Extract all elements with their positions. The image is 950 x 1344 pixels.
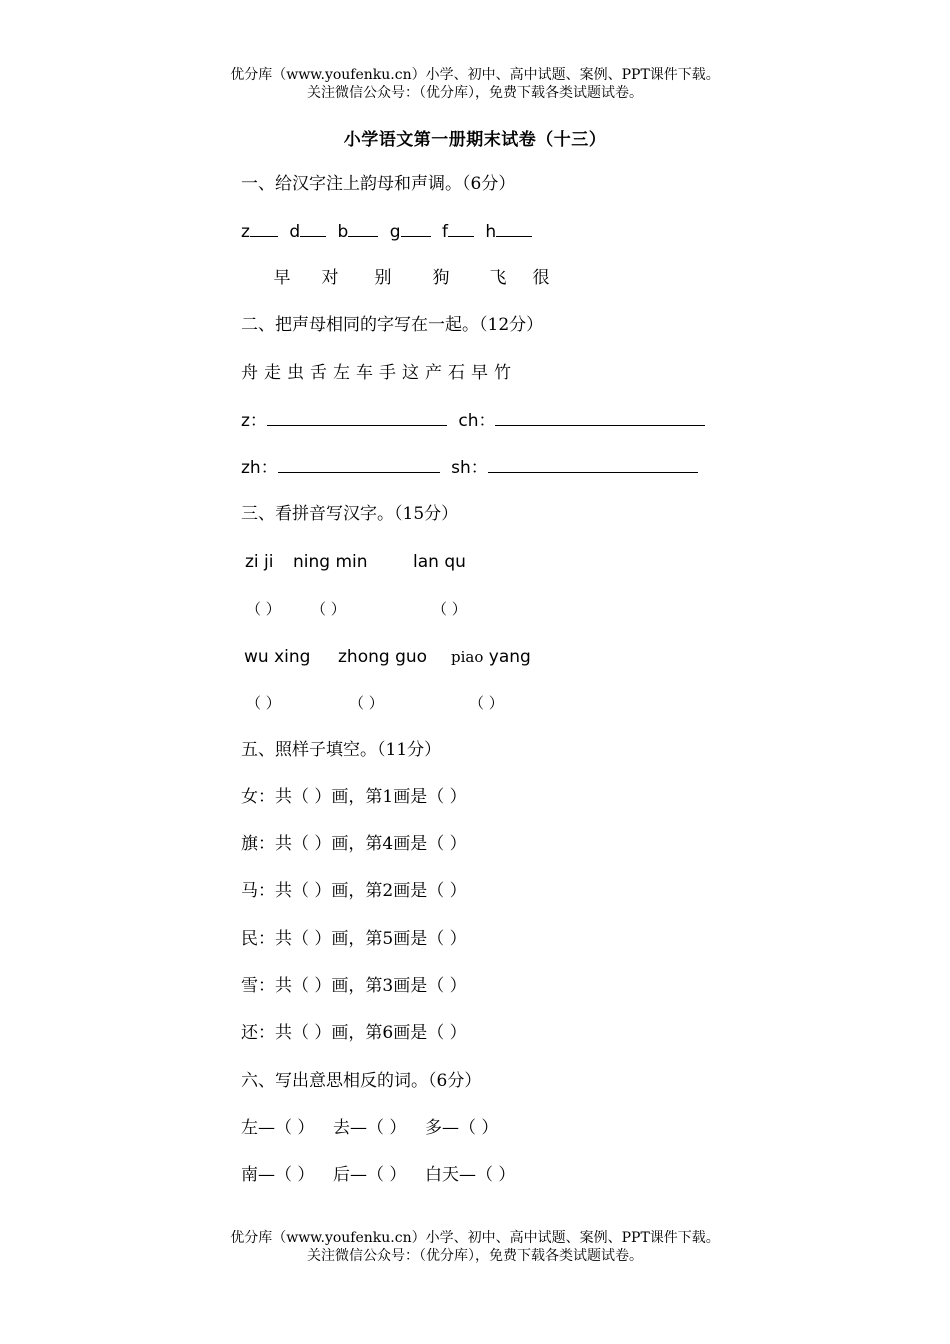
answer-blank-ch[interactable]	[495, 409, 705, 426]
header-line-1: 优分库（www.youfenku.cn）小学、初中、高中试题、案例、PPT课件下载。	[230, 67, 720, 83]
q3-pinyin-2: ning min	[293, 552, 368, 572]
q2-z-ch-row	[241, 409, 711, 432]
q2-char: 车	[356, 363, 373, 383]
answer-blank-sh[interactable]	[488, 456, 698, 473]
q2-char: 石	[448, 363, 465, 383]
answer-blank[interactable]	[300, 220, 326, 237]
label-ch: ch：	[458, 411, 496, 431]
q1-initial: z	[241, 222, 250, 242]
q2-zh-sh-row	[241, 456, 704, 479]
q5-row: 还：共（ ）画，第6画是（ ）	[241, 1023, 467, 1043]
q5-row: 女：共（ ）画，第1画是（ ）	[241, 787, 467, 807]
answer-blank[interactable]	[401, 220, 431, 237]
q3-pinyin-5: zhong guo	[338, 647, 428, 667]
footer-line-1: 优分库（www.youfenku.cn）小学、初中、高中试题、案例、PPT课件下载。	[230, 1230, 720, 1246]
answer-blank[interactable]	[348, 220, 378, 237]
q5-row: 雪：共（ ）画，第3画是（ ）	[241, 976, 467, 996]
q2-char: 这	[402, 363, 419, 383]
answer-paren[interactable]: （ ）	[311, 600, 346, 618]
q2-heading: 二、把声母相同的字写在一起。（12分）	[241, 315, 544, 335]
q5-heading: 五、照样子填空。（11分）	[241, 740, 442, 760]
q1-initial: g	[389, 222, 401, 242]
q3-pinyin-1: zi ji	[245, 552, 274, 572]
q2-chars-row	[241, 362, 517, 384]
answer-blank-z[interactable]	[267, 409, 447, 426]
q6-pair: 多—（ ）	[425, 1118, 499, 1138]
label-sh: sh：	[451, 458, 488, 478]
q6-pair: 南—（ ）	[241, 1165, 315, 1185]
q2-char: 早	[471, 363, 488, 383]
q1-char: 很	[532, 268, 550, 288]
answer-paren[interactable]: （ ）	[246, 694, 281, 712]
q3-pinyin-6a: piao	[451, 648, 484, 666]
q3-pinyin-6b: yang	[488, 647, 531, 667]
q6-pair: 左—（ ）	[241, 1118, 315, 1138]
q1-char: 飞	[489, 268, 507, 288]
q1-initial: d	[289, 222, 301, 242]
answer-paren[interactable]: （ ）	[349, 694, 384, 712]
q3-pinyin-4: wu xing	[244, 647, 311, 667]
q2-char: 竹	[494, 363, 511, 383]
q5-row: 民：共（ ）画，第5画是（ ）	[241, 929, 467, 949]
page-footer	[0, 1229, 950, 1265]
q6-pair: 白天—（ ）	[425, 1165, 516, 1185]
answer-paren[interactable]: （ ）	[246, 600, 281, 618]
q5-row: 马：共（ ）画，第2画是（ ）	[241, 881, 467, 901]
answer-blank-zh[interactable]	[278, 456, 440, 473]
q6-heading: 六、写出意思相反的词。（6分）	[241, 1071, 482, 1091]
footer-line-2: 关注微信公众号：（优分库），免费下载各类试题试卷。	[307, 1248, 643, 1264]
answer-paren[interactable]: （ ）	[432, 600, 467, 618]
q2-char: 手	[379, 363, 396, 383]
answer-paren[interactable]: （ ）	[469, 694, 504, 712]
answer-blank[interactable]	[496, 220, 532, 237]
q5-row: 旗：共（ ）画，第4画是（ ）	[241, 834, 467, 854]
q2-char: 产	[425, 363, 442, 383]
q2-char: 舌	[310, 363, 327, 383]
q3-pinyin-3: lan qu	[413, 552, 466, 572]
q1-char: 对	[321, 268, 339, 288]
q2-char: 左	[333, 363, 350, 383]
q1-initial: h	[485, 222, 497, 242]
page-header	[0, 66, 950, 102]
label-zh: zh：	[241, 458, 278, 478]
answer-blank[interactable]	[448, 220, 474, 237]
q1-initial: b	[337, 222, 349, 242]
q1-char: 狗	[432, 268, 450, 288]
q1-initial: f	[441, 222, 448, 242]
q3-heading: 三、看拼音写汉字。（15分）	[241, 504, 459, 524]
q6-pair: 去—（ ）	[333, 1118, 407, 1138]
header-line-2: 关注微信公众号：（优分库），免费下载各类试题试卷。	[307, 85, 643, 101]
q1-chars-row	[258, 267, 556, 289]
q2-char: 虫	[287, 363, 304, 383]
q1-char: 早	[273, 268, 291, 288]
q6-pair: 后—（ ）	[333, 1165, 407, 1185]
q3-pinyin-6	[451, 646, 531, 668]
q1-initials-row	[241, 220, 538, 243]
q1-heading: 一、给汉字注上韵母和声调。（6分）	[241, 174, 516, 194]
label-z: z：	[241, 411, 267, 431]
q2-char: 舟	[241, 363, 258, 383]
answer-blank[interactable]	[250, 220, 278, 237]
q2-char: 走	[264, 363, 281, 383]
q1-char: 别	[374, 268, 392, 288]
exam-title: 小学语文第一册期末试卷（十三）	[343, 130, 607, 150]
